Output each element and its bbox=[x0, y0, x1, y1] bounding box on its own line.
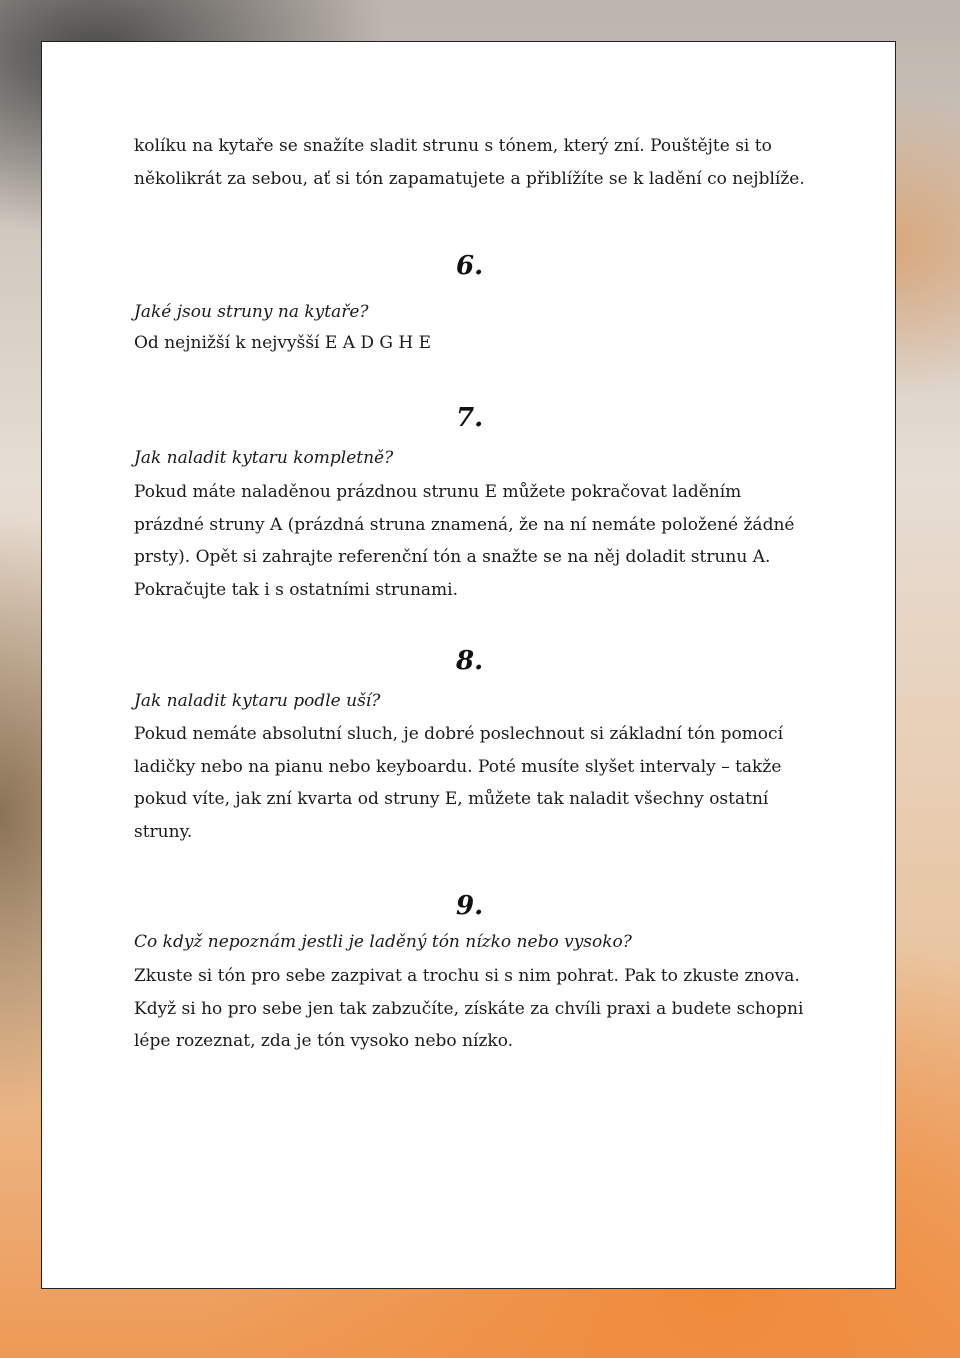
text-line: pokud víte, jak zní kvarta od struny E, můžete tak naladit všechny ostatní bbox=[134, 789, 769, 810]
section-question: Jak naladit kytaru podle uší? bbox=[134, 691, 381, 711]
section-number-6: 6. bbox=[456, 251, 484, 281]
text-line: struny. bbox=[134, 821, 193, 842]
text-line: Pokračujte tak i s ostatními strunami. bbox=[134, 579, 459, 600]
text-line: Od nejnižší k nejvyšší E A D G H E bbox=[134, 333, 432, 353]
section-number-8: 8. bbox=[456, 646, 484, 676]
text-line: ladičky nebo na pianu nebo keyboardu. Poté musíte slyšet intervaly – takže bbox=[134, 756, 782, 777]
section-number-7: 7. bbox=[456, 403, 484, 433]
text-line: Pokud máte naladěnou prázdnou strunu E můžete pokračovat laděním bbox=[134, 482, 742, 502]
text-line: prsty). Opět si zahrajte referenční tón a snažte se na něj doladit strunu A. bbox=[134, 547, 771, 568]
text-line: Zkuste si tón pro sebe zazpivat a trochu si s nim pohrat. Pak to zkuste znova. bbox=[134, 966, 800, 986]
section-number-9: 9. bbox=[456, 891, 484, 921]
text-line: několikrát za sebou, ať si tón zapamatujete a přiblížíte se k ladění co nejblíže. bbox=[134, 168, 805, 189]
text-line: Pokud nemáte absolutní sluch, je dobré poslechnout si základní tón pomocí bbox=[134, 724, 784, 744]
document-page bbox=[41, 41, 896, 1289]
section-question: Co když nepoznám jestli je laděný tón nízko nebo vysoko? bbox=[134, 932, 632, 952]
text-line: Když si ho pro sebe jen tak zabzučíte, získáte za chvíli praxi a budete schopni bbox=[134, 998, 804, 1019]
section-question: Jaké jsou struny na kytaře? bbox=[134, 302, 369, 322]
section-answer bbox=[134, 960, 806, 1058]
section-answer bbox=[134, 476, 806, 606]
section-question: Jak naladit kytaru kompletně? bbox=[134, 448, 394, 468]
section-answer bbox=[134, 718, 806, 848]
intro-paragraph bbox=[134, 130, 806, 195]
text-line: kolíku na kytaře se snažíte sladit strunu s tónem, který zní. Pouštějte si to bbox=[134, 136, 772, 156]
text-line: lépe rozeznat, zda je tón vysoko nebo nízko. bbox=[134, 1031, 514, 1052]
text-line: prázdné struny A (prázdná struna znamená, že na ní nemáte položené žádné bbox=[134, 514, 795, 535]
section-answer bbox=[134, 327, 806, 360]
